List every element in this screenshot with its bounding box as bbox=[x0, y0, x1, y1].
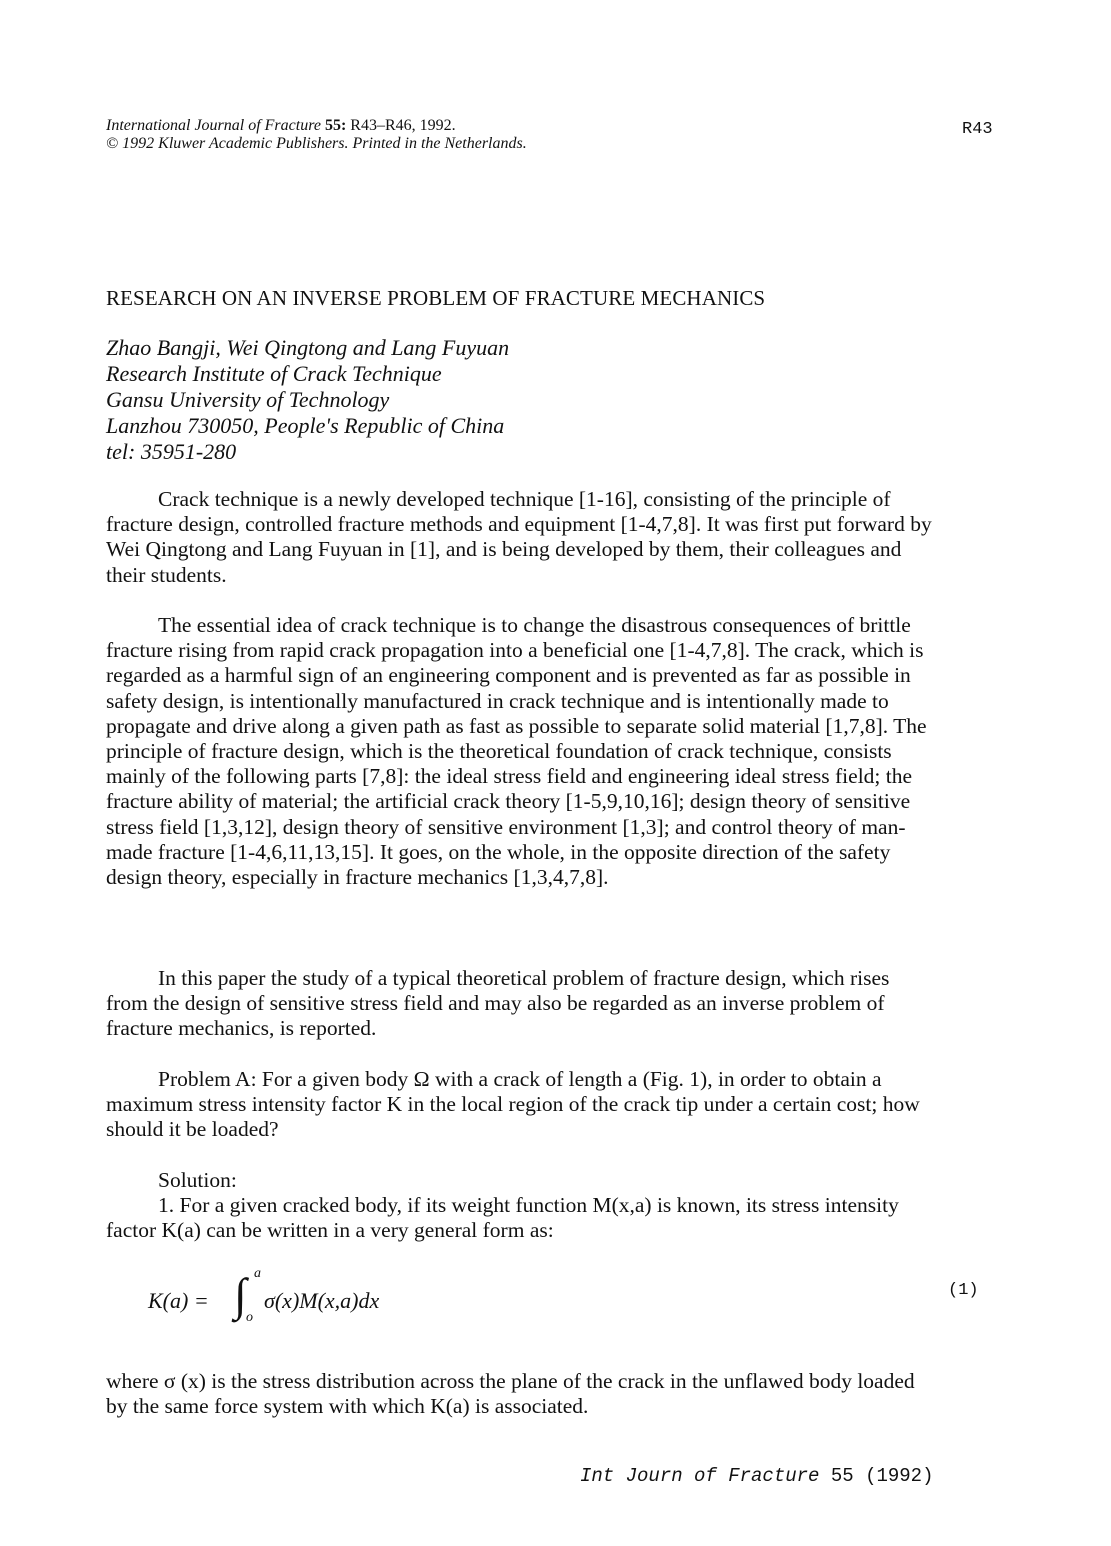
integrand: σ(x)M(x,a)dx bbox=[264, 1288, 380, 1313]
solution-step-1: 1. For a given cracked body, if its weight function M(x,a) is known, its stress intensity factor K(a) can be written in a very general form as: bbox=[106, 1193, 899, 1243]
problem-statement: Problem A: For a given body Ω with a crack of length a (Fig. 1), in order to obtain a maximum stress intensity factor K in the local region of the crack tip under a certain cost; how should it be loaded? bbox=[106, 1067, 920, 1142]
equation-lhs: K(a) = bbox=[148, 1288, 209, 1313]
journal-header bbox=[106, 117, 527, 153]
pages-year: R43–R46, 1992. bbox=[350, 117, 456, 134]
citation-line bbox=[106, 117, 527, 135]
author-names: Zhao Bangji, Wei Qingtong and Lang Fuyuan bbox=[106, 335, 510, 360]
author-block bbox=[106, 335, 509, 465]
footer-journal: Int Journ of Fracture bbox=[580, 1465, 820, 1487]
paragraph-2: The essential idea of crack technique is to change the disastrous consequences of brittle fracture rising from rapid crack propagation into a beneficial one [1-4,7,8]. The crack, which is regarded as a harmful sign of an engineering component and is prevented as far as possible in safety design, is intentionally manufactured in crack technique and is intentionally made to propagate and drive along a given path as fast as possible to separate solid material [1,7,8]. The principle of fracture design, which is the theoretical foundation of crack technique, consists mainly of the following parts [7,8]: the ideal stress field and engineering ideal stress field; the fracture ability of material; the artificial crack theory [1-5,9,10,16]; design theory of sensitive stress field [1,3,12], design theory of sensitive environment [1,3]; and control theory of man-made fracture [1-4,6,11,13,15]. It goes, on the whole, in the opposite direction of the safety design theory, especially in fracture mechanics [1,3,4,7,8]. bbox=[106, 613, 927, 890]
footer-volume: 55 (1992) bbox=[830, 1465, 934, 1487]
journal-name: International Journal of Fracture bbox=[106, 117, 321, 134]
author-university: Gansu University of Technology bbox=[106, 387, 390, 412]
lower-limit: o bbox=[246, 1310, 253, 1325]
paper-title: RESEARCH ON AN INVERSE PROBLEM OF FRACTURE MECHANICS bbox=[106, 286, 766, 310]
paragraph-3: In this paper the study of a typical theoretical problem of fracture design, which rises from the design of sensitive stress field and may also be regarded as an inverse problem of fracture mechanics, is reported. bbox=[106, 966, 890, 1041]
volume: 55: bbox=[324, 117, 347, 134]
solution-label: Solution: bbox=[158, 1168, 237, 1192]
author-tel: tel: 35951-280 bbox=[106, 439, 237, 464]
page-number: R43 bbox=[962, 120, 993, 139]
page-footer bbox=[580, 1465, 933, 1487]
integral-sign: ∫ bbox=[234, 1269, 247, 1320]
author-institute: Research Institute of Crack Technique bbox=[106, 361, 442, 386]
solution-section bbox=[106, 1168, 936, 1244]
paragraph-after-equation: where σ (x) is the stress distribution across the plane of the crack in the unflawed body loaded by the same force system with which K(a) is associated. bbox=[106, 1369, 915, 1419]
equation-number: (1) bbox=[948, 1281, 979, 1300]
copyright-line: © 1992 Kluwer Academic Publishers. Printed in the Netherlands. bbox=[106, 135, 527, 152]
author-address: Lanzhou 730050, People's Republic of China bbox=[106, 413, 505, 438]
upper-limit: a bbox=[254, 1266, 261, 1281]
paragraph-1: Crack technique is a newly developed technique [1-16], consisting of the principle of fracture design, controlled fracture methods and equipment [1-4,7,8]. It was first put forward by Wei Qingtong and Lang Fuyuan in [1], and is being developed by them, their colleagues and their students. bbox=[106, 487, 932, 587]
